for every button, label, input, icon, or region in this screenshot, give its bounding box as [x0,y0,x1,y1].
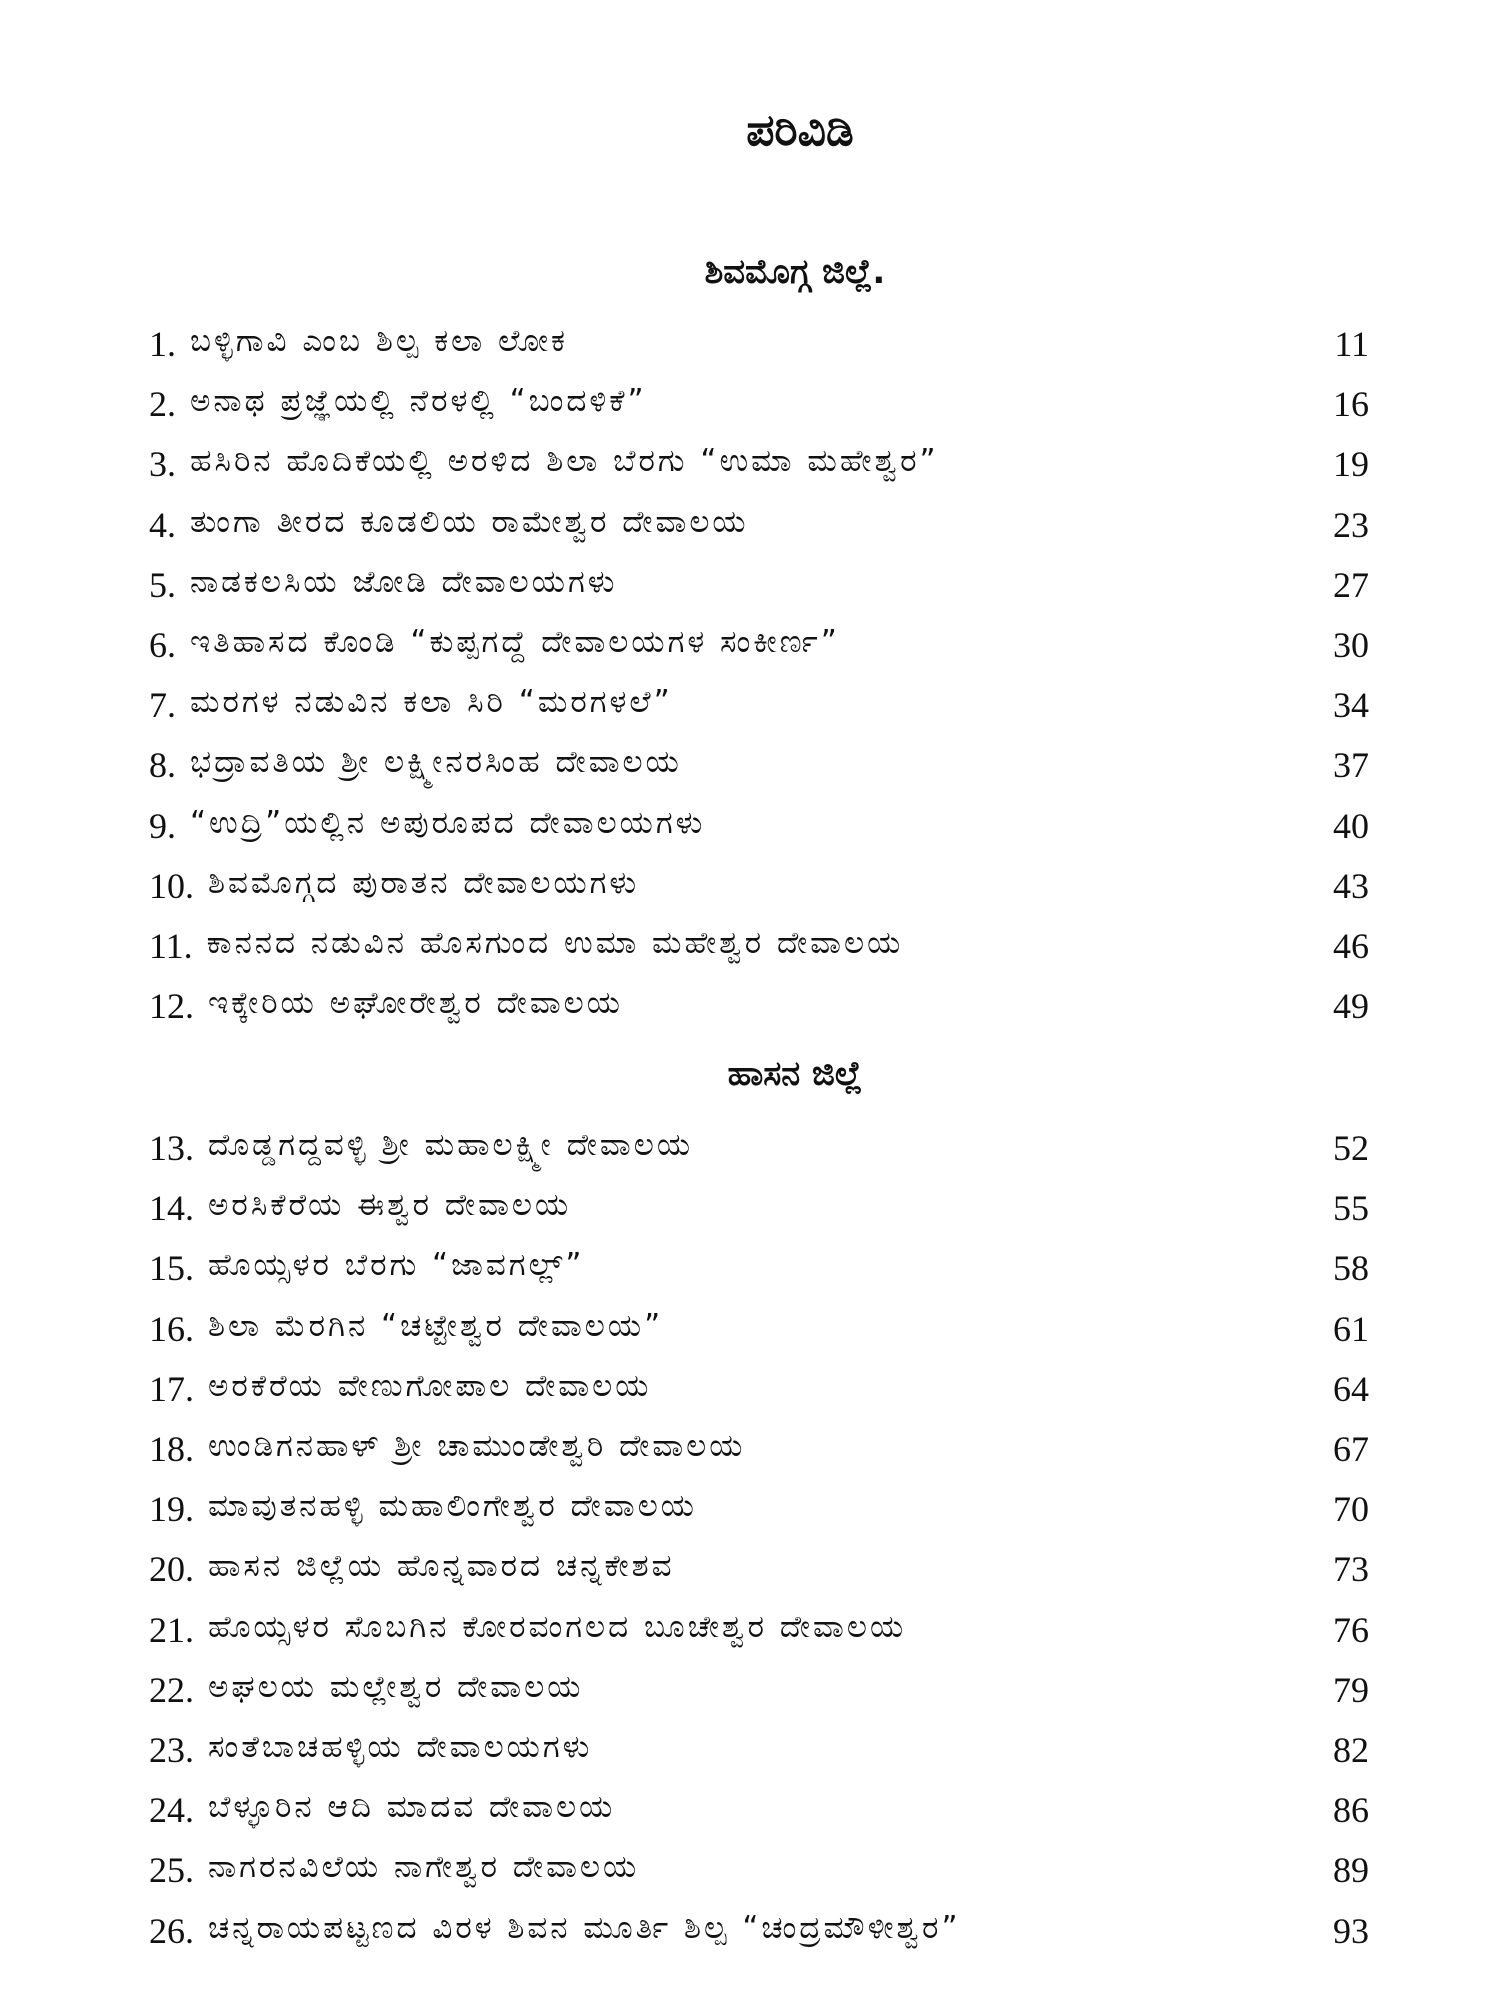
entry-page-number: 67 [1333,1429,1369,1470]
entry-number: 5. [149,564,176,605]
entry-page-number: 86 [1333,1790,1369,1831]
entry-title: ಮಾವುತನಹಳ್ಳಿ ಮಹಾಲಿಂಗೇಶ್ವರ ದೇವಾಲಯ [208,1488,697,1525]
toc-entry-label [149,564,617,606]
toc-entry [149,1840,1369,1900]
entry-title: “ಉದ್ರಿ”ಯಲ್ಲಿನ ಅಪುರೂಪದ ದೇವಾಲಯಗಳು [190,804,706,841]
entry-number: 20. [149,1549,194,1590]
entry-number: 14. [149,1188,194,1229]
entry-number: 11. [149,925,193,966]
entry-title: ಶಿವಮೊಗ್ಗದ ಪುರಾತನ ದೇವಾಲಯಗಳು [208,864,640,901]
entry-page-number: 46 [1333,925,1369,966]
toc-entry [149,856,1369,916]
toc-entry-label [149,383,647,425]
entry-title: ಚನ್ನರಾಯಪಟ್ಟಣದ ವಿರಳ ಶಿವನ ಮೂರ್ತಿ ಶಿಲ್ಪ “ಚಂದ್ರಮೌಳೀಶ್ವರ” [208,1909,961,1946]
entry-title: ಹೊಯ್ಸಳರ ಸೊಬಗಿನ ಕೋರವಂಗಲದ ಬೂಚೇಶ್ವರ ದೇವಾಲಯ [208,1608,907,1645]
entry-page-number: 82 [1333,1729,1369,1770]
entry-page-number: 52 [1333,1128,1369,1169]
entry-page-number: 93 [1333,1910,1369,1951]
section-heading-text: ಹಾಸನ ಜಿಲ್ಲೆ [727,1054,863,1094]
entry-number: 21. [149,1609,194,1650]
toc-entry [149,434,1369,494]
entry-title: ನಾಗರನವಿಲೆಯ ನಾಗೇಶ್ವರ ದೇವಾಲಯ [208,1849,640,1886]
entry-page-number: 70 [1333,1489,1369,1530]
toc-entry-label [149,1127,693,1169]
toc-entry [149,615,1369,675]
toc-entry-label [149,1308,663,1350]
entry-page-number: 19 [1333,444,1369,485]
toc-entry-label [149,1789,615,1831]
entry-number: 22. [149,1669,194,1710]
entry-number: 13. [149,1128,194,1169]
entry-number: 4. [149,504,176,545]
entry-title: ಇಕ್ಕೇರಿಯ ಅಘೋರೇಶ್ವರ ದೇವಾಲಯ [208,985,623,1022]
entry-page-number: 16 [1333,384,1369,425]
toc-entry-label [149,443,939,485]
toc-entry-label [149,1729,592,1771]
entry-title: ಕಾನನದ ನಡುವಿನ ಹೊಸಗುಂದ ಉಮಾ ಮಹೇಶ್ವರ ದೇವಾಲಯ [206,924,904,961]
entry-title: ಹೊಯ್ಸಳರ ಬೆರಗು “ಜಾವಗಲ್ಲ್” [208,1247,585,1284]
entry-page-number: 34 [1333,685,1369,726]
toc-entry [149,1539,1369,1599]
toc-entry-label [149,805,705,847]
toc-entry [149,1720,1369,1780]
toc-entry-label [149,925,903,967]
entry-title: ತುಂಗಾ ತೀರದ ಕೂಡಲಿಯ ರಾಮೇಶ್ವರ ದೇವಾಲಯ [190,503,749,540]
toc-entry-label [149,1669,583,1711]
toc-entry-label [149,1368,651,1410]
toc-entry [149,1238,1369,1298]
entry-page-number: 27 [1333,564,1369,605]
entry-number: 6. [149,625,176,666]
toc-list-shivamogga [149,314,1369,1036]
entry-page-number: 49 [1333,986,1369,1027]
entry-page-number: 58 [1333,1248,1369,1289]
toc-entry [149,1660,1369,1720]
page-title-text: ಪರಿವಿಡಿ [746,105,854,156]
entry-page-number: 43 [1333,865,1369,906]
entry-title: ಬೆಳ್ಳೂರಿನ ಆದಿ ಮಾದವ ದೇವಾಲಯ [208,1789,616,1826]
entry-number: 23. [149,1729,194,1770]
page-title [0,105,1500,156]
toc-entry [149,796,1369,856]
entry-number: 17. [149,1368,194,1409]
entry-title: ಉಂಡಿಗನಹಾಳ್ ಶ್ರೀ ಚಾಮುಂಡೇಶ್ವರಿ ದೇವಾಲಯ [208,1428,746,1465]
toc-entry [149,1479,1369,1539]
toc-entry [149,1118,1369,1178]
entry-title: ಅನಾಥ ಪ್ರಜ್ಞೆಯಲ್ಲಿ ನೆರಳಲ್ಲಿ “ಬಂದಳಿಕೆ” [190,383,647,420]
toc-entry [149,1900,1369,1960]
toc-entry-label [149,684,673,726]
toc-entry-label [149,1849,639,1891]
toc-entry [149,675,1369,735]
entry-title: ಮರಗಳ ನಡುವಿನ ಕಲಾ ಸಿರಿ “ಮರಗಳಲೆ” [190,684,673,721]
entry-title: ಅಘಲಯ ಮಲ್ಲೇಶ್ವರ ದೇವಾಲಯ [208,1668,584,1705]
entry-number: 2. [149,384,176,425]
entry-number: 3. [149,444,176,485]
toc-entry-label [149,323,568,365]
toc-entry-label [149,624,840,666]
entry-number: 19. [149,1489,194,1530]
entry-number: 7. [149,685,176,726]
entry-title: ಭದ್ರಾವತಿಯ ಶ್ರೀ ಲಕ್ಷ್ಮೀನರಸಿಂಹ ದೇವಾಲಯ [190,744,682,781]
entry-title: ಶಿಲಾ ಮೆರಗಿನ “ಚಟ್ಟೇಶ್ವರ ದೇವಾಲಯ” [208,1307,664,1344]
entry-number: 26. [149,1910,194,1951]
toc-entry-label [149,1247,584,1289]
toc-entry-label [149,504,749,546]
entry-page-number: 76 [1333,1609,1369,1650]
toc-entry-label [149,1428,745,1470]
toc-entry-label [149,985,623,1027]
toc-entry [149,976,1369,1036]
entry-page-number: 79 [1333,1669,1369,1710]
entry-title: ಅರಕೆರೆಯ ವೇಣುಗೋಪಾಲ ದೇವಾಲಯ [208,1367,652,1404]
entry-title: ಅರಸಿಕೆರೆಯ ಈಶ್ವರ ದೇವಾಲಯ [208,1187,572,1224]
section-heading-hasana [0,1054,1500,1094]
toc-entry-label [149,1910,961,1952]
entry-page-number: 23 [1333,504,1369,545]
toc-entry-label [149,1548,675,1590]
toc-entry [149,1419,1369,1479]
entry-number: 24. [149,1790,194,1831]
entry-page-number: 64 [1333,1368,1369,1409]
toc-entry [149,495,1369,555]
entry-page-number: 40 [1333,805,1369,846]
toc-entry-label [149,1187,571,1229]
entry-number: 1. [149,324,176,365]
toc-entry-label [149,744,682,786]
toc-entry [149,1299,1369,1359]
entry-title: ಇತಿಹಾಸದ ಕೊಂಡಿ “ಕುಪ್ಪಗದ್ದೆ ದೇವಾಲಯಗಳ ಸಂಕೀರ್ಣ” [190,624,840,661]
toc-list-hasana [149,1118,1369,1961]
toc-entry [149,1359,1369,1419]
entry-number: 8. [149,745,176,786]
entry-title: ದೊಡ್ಡಗದ್ದವಳ್ಳಿ ಶ್ರೀ ಮಹಾಲಕ್ಷ್ಮೀ ದೇವಾಲಯ [208,1127,694,1164]
entry-number: 18. [149,1429,194,1470]
section-heading-shivamogga [0,252,1500,292]
entry-page-number: 89 [1333,1850,1369,1891]
entry-title: ಹಸಿರಿನ ಹೊದಿಕೆಯಲ್ಲಿ ಅರಳಿದ ಶಿಲಾ ಬೆರಗು “ಉಮಾ ಮಹೇಶ್ವರ” [190,443,939,480]
entry-number: 10. [149,865,194,906]
entry-title: ನಾಡಕಲಸಿಯ ಜೋಡಿ ದೇವಾಲಯಗಳು [190,563,618,600]
toc-entry-label [149,865,639,907]
entry-title: ಬಳ್ಳಿಗಾವಿ ಎಂಬ ಶಿಲ್ಪ ಕಲಾ ಲೋಕ [190,323,569,360]
toc-entry-label [149,1488,697,1530]
entry-page-number: 30 [1333,625,1369,666]
toc-entry [149,374,1369,434]
entry-page-number: 11 [1334,324,1369,365]
entry-page-number: 61 [1333,1308,1369,1349]
toc-entry [149,916,1369,976]
entry-title: ಹಾಸನ ಜಿಲ್ಲೆಯ ಹೊನ್ನವಾರದ ಚನ್ನಕೇಶವ [208,1548,675,1585]
entry-number: 16. [149,1308,194,1349]
entry-number: 12. [149,986,194,1027]
entry-number: 15. [149,1248,194,1289]
entry-title: ಸಂತೆಬಾಚಹಳ್ಳಿಯ ದೇವಾಲಯಗಳು [208,1728,593,1765]
toc-entry [149,1600,1369,1660]
toc-entry-label [149,1609,906,1651]
entry-page-number: 55 [1333,1188,1369,1229]
toc-entry [149,735,1369,795]
entry-number: 9. [149,805,176,846]
entry-number: 25. [149,1850,194,1891]
toc-entry [149,1178,1369,1238]
entry-page-number: 37 [1333,745,1369,786]
entry-page-number: 73 [1333,1549,1369,1590]
toc-entry [149,555,1369,615]
section-heading-text: ಶಿವಮೊಗ್ಗ ಜಿಲ್ಲೆ. [704,252,886,292]
toc-entry [149,314,1369,374]
toc-entry [149,1780,1369,1840]
